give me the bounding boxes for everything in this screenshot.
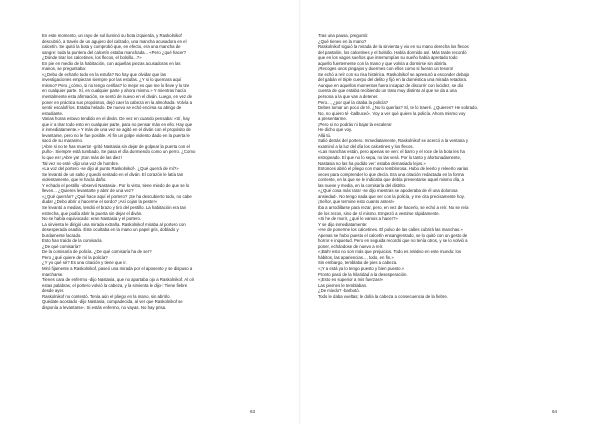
text-line: Todo le daba vueltas; le dolía la cabeza a consecuencia de la fiebre. bbox=[318, 293, 448, 299]
text-line: ansiedad-. No tengo nada que ver con la policía, y me cita precisamente hoy. bbox=[318, 193, 465, 199]
text-line: desde ayer. bbox=[42, 288, 65, 294]
text-line: sentir escalofríos. Estaba helado. De nuevo se echó encima su abrigo de bbox=[42, 105, 182, 111]
text-line: No se había equivocado: eran Nastasia y el portero. bbox=[42, 216, 142, 222]
text-line: Se levantó a medias, tendió el brazo y tiró del pestillo. La habitación era tan bbox=[42, 204, 187, 210]
text-line: «La voz del portero -se dijo al punto Raskolnikof-. ¿Qué querrá de mí?» bbox=[42, 166, 179, 172]
right-page bbox=[300, 0, 600, 424]
text-line: lleven... ¿Quieres levantarte y abrir de una vez? bbox=[42, 188, 134, 194]
text-line: En pie en medio de la habitación, con aquellas piezas acusadoras en las bbox=[42, 60, 181, 66]
text-line: estropeado. El que no lo sepa, no las verá. Por lo tanto y afortunadamente, bbox=[318, 155, 462, 161]
text-line: mismo? Pero ¿cómo, si no tengo cerillas? lo mejor es que me lo lleve y lo tire bbox=[42, 82, 190, 88]
text-line: «He de ponerme los calcetines. El polvo de las calles cubrirá las manchas.» bbox=[318, 227, 463, 233]
right-page-text bbox=[318, 33, 550, 403]
text-line: desesperada osadía. Éste ocultaba en la mano un papel gris, doblado y bbox=[42, 227, 179, 233]
text-line: Salió detrás del portero. Inmediatamente, Raskolnikof se acercó a la ventana y bbox=[318, 138, 468, 144]
text-line: «Si he de morir, ¿qué le vamos a hacer?» bbox=[318, 216, 398, 222]
text-line: «¡Esto es superior a mis fuerzas!» bbox=[318, 277, 384, 283]
text-line: La sirvienta le dirigió una mirada extraña. Raskolnikof miraba al portero con bbox=[42, 221, 186, 227]
text-line: Miró fijamente a Raskolnikof, paseó una mirada por el aposento y se dispuso a bbox=[42, 265, 193, 271]
text-line: lo que es! ¡Abre ya! ¡Son más de las diez! bbox=[42, 155, 122, 161]
text-line: puño-. Siempre está tumbado. Se pasa el día durmiendo como un perro. ¿Como bbox=[42, 149, 196, 155]
text-line: Sin embargo, temblaba de pies a cabeza. bbox=[318, 260, 398, 266]
text-line: las nueve y media, en la comisaría del distrito. bbox=[318, 182, 407, 188]
text-line: Las piernes le temblaban. bbox=[318, 282, 368, 288]
text-line: en cualquier parte. Sí, en cualquier parte y ahora mismo.» Y mientras hacía bbox=[42, 88, 186, 94]
text-line: duda! ¿Debo abrir o hacerme el sordo? ¡Así cojan la peste!» bbox=[42, 199, 158, 205]
text-line: ¿Dónde tirar los calcetines, los flecos, el bolsillo...?» bbox=[42, 55, 142, 61]
text-line: burdamente lacrado. bbox=[42, 232, 82, 238]
text-line: Esto han traído de la comisaría. bbox=[42, 238, 103, 244]
text-line: Se levantó de un salto y quedó sentado en el diván. El corazón le latía tan bbox=[42, 171, 184, 177]
text-line: ¡Abre si no te has muerto! -gritó Nastasia sin dejar de golpear la puerta con el bbox=[42, 143, 190, 149]
text-line: estudiante. bbox=[42, 110, 64, 116]
text-line: Y echado el pestillo -observó Nastasia-. Por lo visto, tiene miedo de que se lo bbox=[42, 182, 190, 188]
text-line: «¿Debo de echarlo todo en la estufa? No hay que olvidar que las bbox=[42, 71, 166, 77]
text-line: marcharse. bbox=[42, 271, 64, 277]
text-line: manos, se preguntaba: bbox=[42, 66, 86, 72]
text-line: Tal vez no esté -dijo una voz de hombre. bbox=[42, 160, 120, 166]
text-line: examinó a la luz del día los calcetines y los flecos. bbox=[318, 143, 414, 149]
text-line: de los rezos, sino de sí mismo. Empezó a vestirse rápidamente. bbox=[318, 210, 440, 216]
text-line: He dicho que voy. bbox=[318, 127, 353, 133]
text-line: ¡Pero si no podrás ni bajar la escalera! bbox=[318, 121, 392, 127]
text-line: «¿Qué cosa más rara! -se dijo mientras se apoderaba de él una dolorosa bbox=[318, 188, 458, 194]
text-line: No, no quiero té -balbuceó-. Voy a ver qué quiere la policía. Ahora mismo voy bbox=[318, 110, 466, 116]
text-line: a presentarme. bbox=[318, 116, 347, 122]
text-line: De la comisaría de policía. ¿De qué comisaría ha de ser? bbox=[42, 249, 152, 255]
text-line: ir inmediatamente.» Y más de una vez se agitó en el diván con el propósito de bbox=[42, 127, 191, 133]
text-line: «¡Bah! esto no son más que prejuicios. Todo es relativo en este mundo: los bbox=[318, 249, 461, 255]
text-line: persona a la que van a detener. bbox=[318, 94, 379, 100]
text-line: Pero..., ¿por qué la citaba la policía? bbox=[318, 99, 388, 105]
text-line: Pronto pasó de la hilaridad a la desesperación. bbox=[318, 271, 408, 277]
text-line: sacó de su marasmo. bbox=[42, 138, 84, 144]
left-page-number: 63 bbox=[250, 409, 256, 414]
text-line: Varias horas estuvo tendido en el diván. De vez en cuando pensaba: «Sí, hay bbox=[42, 116, 190, 122]
text-line: ¡Señor, que termine esto cuanto antes!» bbox=[318, 199, 395, 205]
text-line: aquello fuertemente con la mano y que volvía a dormirse sin abrirla. bbox=[318, 60, 448, 66]
text-line: ¿De miedo? -barbotó. bbox=[318, 288, 360, 294]
text-line: sangre: toda la puntera del calcetín estaba manchada... «Pero ¿qué hacer? bbox=[42, 49, 187, 55]
text-line: veces para comprender lo que decía. Era una citación redactada en la forma bbox=[318, 171, 464, 177]
text-line: Pero ¿qué quiere de mí la policía? bbox=[42, 254, 108, 260]
text-line: Quédate acostado -dijo Nastasia, compadecida, al ver que Raskolnikof se bbox=[42, 299, 183, 305]
text-line: Raskolnikof siguió la mirada de la sirvienta y vio en su mano derecha los flecos bbox=[318, 44, 469, 50]
text-line: estrecha, que podía abrir la puerta sin dejar el diván. bbox=[42, 210, 143, 216]
text-line: del pantalón, los calcetines y el bolsillo. Había dormido así. Más tarde recordó bbox=[318, 49, 467, 55]
text-line: calcetín. Se quitó la bota y comprobó que, en efecto, era una mancha de bbox=[42, 44, 181, 50]
text-line: Raskolnikof no contestó. Tenía aún el pliego en la mano, sin abrirlo. bbox=[42, 293, 171, 299]
text-line: Debes tomar un poco de té. ¿No lo querías? Sí, te lo traeré. ¿Quieres? He sobrado. bbox=[318, 105, 479, 111]
text-line: «¡Y a está ya lo tengo puesto y bien puesto.» bbox=[318, 265, 405, 271]
text-line: que ir a tirar todo esto en cualquier parte, para no pensar más en ello. Hay que bbox=[42, 121, 193, 127]
text-line: corriente, en la que se le indicaba que debía presentarse aquel mismo día, a bbox=[318, 177, 464, 183]
text-line: Apenas se hubo puesto el calcetín ensangrentado, se lo quitó con un gesto de bbox=[318, 232, 468, 238]
text-line: del gabán el triple cuerpo del delito y fijó en la doméstica una mirada retadora. bbox=[318, 77, 468, 83]
text-line: hábitos, las apariencias..., todo, en fin.» bbox=[318, 254, 394, 260]
text-line: cuenta de que estaba recibiendo un trato muy distinto al que se da a una bbox=[318, 88, 457, 94]
text-line: estas palabras, el portero volvió la cabeza, y la sirvienta le dijo-: Tiene fiebre bbox=[42, 282, 188, 288]
text-line: Allá tú. bbox=[318, 132, 332, 138]
text-line: poner en práctica sus propósitos, dejó caer la cabeza en la almohada. Volvía a bbox=[42, 99, 193, 105]
text-line: horror e inquietud. Pero en seguida recordó que no tenía otros, y se lo volvió a bbox=[318, 238, 468, 244]
text-line: violentamente, que le hacía daño. bbox=[42, 177, 107, 183]
text-line: ¿Y yo qué sé? Es una citación y tiene que ir. bbox=[42, 260, 127, 266]
text-line: «Las manchas están, pero apenas se ven: el barro y el roce de la bota les ha bbox=[318, 149, 465, 155]
text-line: poner, echándose de nuevo a reír. bbox=[318, 243, 384, 249]
text-line: Tras una pausa, preguntó: bbox=[318, 33, 369, 38]
text-line: Y se dijo inmediatamente: bbox=[318, 221, 368, 227]
text-line: Se echó a reír con su risa histérica. Raskolnikof se apresuró a esconder debajo bbox=[318, 71, 470, 77]
text-line: ¿De qué comisaría? bbox=[42, 243, 81, 249]
text-line: mentalmente esta afirmación, se sentó de nuevo en el diván. Luego, en vez de bbox=[42, 94, 193, 100]
text-line: Entonces abrió el pliego con mano temblorosa. Hubo de leerlo y releerlo varias bbox=[318, 166, 469, 172]
text-line: Nastasia no las ha podido ver: estaba demasiado lejos.» bbox=[318, 160, 426, 166]
text-line: levantarse, pero no le fue posible. Al fin un golpe violento dado en la puerta le bbox=[42, 132, 190, 138]
text-line: ¿Qué tienes en la mano? bbox=[318, 38, 367, 44]
text-line: descubrió, a través de un agujero del calzado, una mancha acusadora en el bbox=[42, 38, 187, 44]
text-line: «¿Qué querrán? ¿Qué hace aquí el portero? ¡Se ha descubierto todo, no cabe bbox=[42, 193, 192, 199]
text-line: Aunque en aquellos momentos fuera incapaz de discurrir con lucidez, se dio bbox=[318, 82, 464, 88]
text-line: Tienes cara de enfermo -dijo Nastasia, que no apartaba ojo a Raskolnikof. Al oír bbox=[42, 277, 195, 283]
text-line: disponía a levantarse-. Si estás enfermo, no vayas. No hay prisa. bbox=[42, 304, 167, 310]
text-line: ¡Recoges unos pingajos y duermes con ellos como si fueran un tesoro! bbox=[318, 66, 454, 72]
text-line: En este momento, un rayo de sol iluminó su bota izquierda, y Raskolnikof bbox=[42, 33, 182, 38]
left-page-text bbox=[42, 33, 274, 403]
text-line: Iba a arrodillarse para rezar, pero, en vez de hacerlo, se echó a reír. No se reía bbox=[318, 204, 469, 210]
right-page-number: 64 bbox=[552, 409, 558, 414]
text-line: que en los vagos sueños que interrumpían su sueño había apretado todo bbox=[318, 55, 458, 61]
text-line: investigaciones empiezan siempre por las estufas. ¿Y si lo quemara aquí bbox=[42, 77, 182, 83]
